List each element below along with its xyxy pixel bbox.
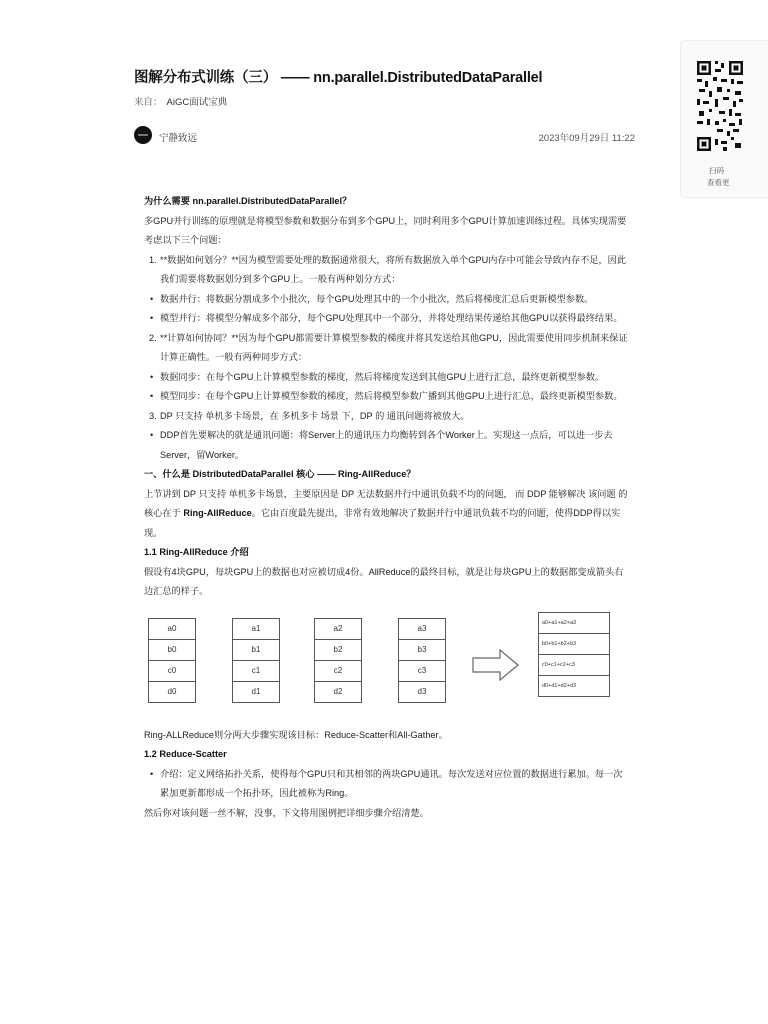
qr-caption: 扫码 bbox=[709, 166, 724, 175]
bullet-item: • 数据同步：在每个GPU上计算模型参数的梯度，然后将梯度发送到其他GPU上进行汇总，最终更新模型参数。 bbox=[144, 368, 628, 388]
bold-term: Ring-AllReduce bbox=[183, 508, 252, 518]
paragraph-text: 。它由百度最先提出，非常有效地解决了数据并行中通讯负载不均的问题，使得DDP得以实现。 bbox=[144, 508, 621, 538]
subsection-heading: 1.1 Ring-AllReduce 介绍 bbox=[144, 547, 249, 557]
page-title: 图解分布式训练（三） —— nn.parallel.DistributedDataParallel bbox=[134, 70, 543, 86]
allreduce-figure bbox=[144, 610, 628, 722]
qr-caption: 查看更 bbox=[707, 178, 730, 187]
item-number: 3. bbox=[149, 410, 157, 421]
data-cell: a0 bbox=[149, 619, 195, 640]
paragraph: 然后你对该问题一丝不解，没事，下文将用图例把详细步骤介绍清楚。 bbox=[144, 807, 429, 818]
source-label: 来自： bbox=[134, 97, 163, 108]
paragraph: 多GPU并行训练的原理就是将模型参数和数据分布到多个GPU上，同时利用多个GPU计算加速训练过程。具体实现需要考虑以下三个问题： bbox=[144, 215, 627, 245]
author-name[interactable]: 宁静致远 bbox=[159, 133, 198, 144]
section-heading: 一、什么是 DistributedDataParallel 核心 —— Ring-AllReduce？ bbox=[144, 469, 416, 479]
data-cell: c2 bbox=[315, 661, 361, 682]
qr-code-icon[interactable] bbox=[695, 57, 745, 153]
publish-date: 2023年09月29日 11:22 bbox=[538, 133, 635, 144]
data-cell: c1 bbox=[233, 661, 279, 682]
result-cell: c0+c1+c2+c3 bbox=[539, 655, 609, 676]
subsection-heading: 1.2 Reduce-Scatter bbox=[144, 749, 227, 759]
right-arrow-icon bbox=[472, 648, 520, 682]
data-cell: d3 bbox=[417, 686, 427, 696]
data-cell: b3 bbox=[399, 640, 445, 661]
data-cell: b1 bbox=[233, 640, 279, 661]
gpu-column-3 bbox=[398, 618, 446, 703]
gpu-column-1 bbox=[232, 618, 280, 703]
result-cell: a0+a1+a2+a3 bbox=[539, 613, 609, 634]
result-column bbox=[538, 612, 610, 697]
data-cell: a1 bbox=[233, 619, 279, 640]
data-cell: d1 bbox=[251, 686, 261, 696]
paragraph: Ring-ALLReduce则分两大步骤实现该目标：Reduce-Scatter和All-Gather。 bbox=[144, 729, 448, 740]
numbered-item bbox=[144, 251, 628, 290]
item-text: DP 只支持 单机多卡场景，在 多机多卡 场景 下，DP 的 通讯问题将被放大。 bbox=[160, 410, 470, 421]
source-link[interactable]: AiGC面试宝典 bbox=[166, 97, 228, 108]
bullet-item: • 模型并行：将模型分解成多个部分，每个GPU处理其中一个部分，并将处理结果传递给其他GPU以获得最终结果。 bbox=[144, 309, 628, 329]
result-cell: b0+b1+b2+b3 bbox=[539, 634, 609, 655]
bullet-item: • 介绍：定义网络拓扑关系，使得每个GPU只和其相邻的两块GPU通讯。每次发送对应位置的数据进行累加。每一次累加更新都形成一个拓扑环，因此被称为Ring。 bbox=[144, 765, 628, 804]
article-body bbox=[144, 192, 628, 823]
data-cell: c0 bbox=[149, 661, 195, 682]
paragraph bbox=[144, 485, 628, 544]
data-cell: c3 bbox=[399, 661, 445, 682]
qr-panel[interactable] bbox=[680, 40, 768, 198]
bullet-item: • 数据并行：将数据分割成多个小批次，每个GPU处理其中的一个小批次，然后将梯度汇总后更新模型参数。 bbox=[144, 290, 628, 310]
item-text: **数据如何划分？**因为模型需要处理的数据通常很大，将所有数据放入单个GPU内存中可能会导致内存不足，因此我们需要将数据划分到多个GPU上。一般有两种划分方式： bbox=[160, 254, 627, 284]
paragraph-text: 上节讲到 DP 只支持 单机多卡场景，主要原因是 DP 无法数据并行中通讯负载不均的问题， 而 DDP 能够解决 该问题 的 核心在于 bbox=[144, 488, 628, 518]
gpu-column-2 bbox=[314, 618, 362, 703]
data-cell: d0 bbox=[167, 686, 177, 696]
item-number: 1. bbox=[149, 254, 157, 265]
data-cell: b0 bbox=[149, 640, 195, 661]
numbered-item bbox=[144, 407, 628, 427]
item-number: 2. bbox=[149, 332, 157, 343]
result-cell: d0+d1+d2+d3 bbox=[542, 682, 577, 689]
bullet-item: • DDP首先要解决的就是通讯问题：将Server上的通讯压力均衡转到各个Worker上。实现这一点后，可以进一步去Server，留Worker。 bbox=[144, 426, 628, 465]
data-cell: d2 bbox=[333, 686, 343, 696]
data-cell: b2 bbox=[315, 640, 361, 661]
item-text: **计算如何协同？**因为每个GPU都需要计算模型参数的梯度并将其发送给其他GPU，因此需要使用同步机制来保证计算正确性。一般有两种同步方式： bbox=[160, 332, 628, 362]
gpu-column-0 bbox=[148, 618, 196, 703]
data-cell: a3 bbox=[399, 619, 445, 640]
section-heading: 为什么需要 nn.parallel.DistributedDataParallel？ bbox=[144, 196, 352, 206]
avatar[interactable] bbox=[134, 126, 152, 144]
article-source bbox=[134, 94, 227, 108]
numbered-item bbox=[144, 329, 628, 368]
bullet-item: • 模型同步：在每个GPU上计算模型参数的梯度，然后将模型参数广播到其他GPU上进行汇总，最终更新模型参数。 bbox=[144, 387, 628, 407]
paragraph: 假设有4块GPU，每块GPU上的数据也对应被切成4份。AllReduce的最终目标，就是让每块GPU上的数据都变成箭头右边汇总的样子。 bbox=[144, 566, 624, 596]
data-cell: a2 bbox=[315, 619, 361, 640]
